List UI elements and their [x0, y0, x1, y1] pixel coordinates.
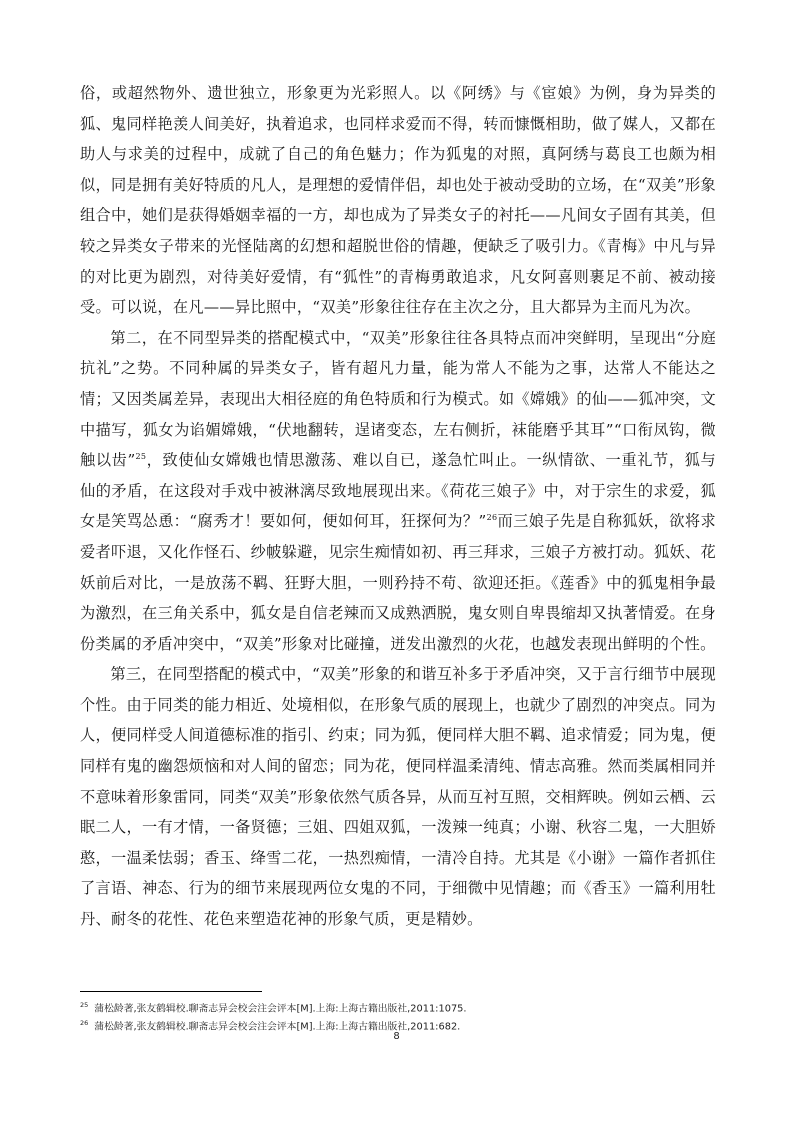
footnote-ref-26[interactable]: 26 — [486, 513, 498, 523]
body-text — [80, 78, 716, 935]
paragraph-2-part-1: 第二，在不同型异类的搭配模式中，“双美”形象往往各具特点而冲突鲜明，呈现出“分庭抗礼”之势。不同种属的异类女子，皆有超凡力量，能为常人不能为之事，达常人不能达之情；又因类属差异，表现出大相径庭的角色特质和行为模式。如《嫦娥》的仙——狐冲突，文中描写，狐女为谄媚嫦娥，“伏地翻转，逞诸变态，左右侧折，袜能磨乎其耳”“口衔凤钩，微触以齿” — [80, 328, 716, 470]
page-number: 8 — [393, 1031, 400, 1042]
footnote-text: 蒲松龄著,张友鹤辑校.聊斋志异会校会注会评本[M].上海:上海古籍出版社,2011:682. — [94, 1021, 461, 1033]
paragraph-1: 俗，或超然物外、遗世独立，形象更为光彩照人。以《阿绣》与《宦娘》为例，身为异类的狐、鬼同样艳羡人间美好，执着追求，也同样求爱而不得，转而慷慨相助，做了媒人，又都在助人与求美的过程中，成就了自己的角色魅力；作为狐鬼的对照，真阿绣与葛良工也颇为相似，同是拥有美好特质的凡人，是理想的爱情伴侣，却也处于被动受助的立场，在“双美”形象组合中，她们是获得婚姻幸福的一方，却也成为了异类女子的衬托——凡间女子固有其美，但较之异类女子带来的光怪陆离的幻想和超脱世俗的情趣，便缺乏了吸引力。《青梅》中凡与异的对比更为剧烈，对待美好爱情，有“狐性”的青梅勇敢追求，凡女阿喜则裹足不前、被动接受。可以说，在凡——异比照中，“双美”形象往往存在主次之分，且大都异为主而凡为次。 — [80, 84, 716, 317]
footnote-divider — [80, 991, 262, 992]
paragraph-2-part-2: ，致使仙女嫦娥也情思激荡、难以自已，遂急忙叫止。一纵情欲、一重礼节，狐与仙的矛盾，在这段对手戏中被淋漓尽致地展现出来。《荷花三娘子》中，对于宗生的求爱，狐女是笑骂怂恿：“腐秀才！要如何，便如何耳，狂探何为？” — [80, 451, 716, 531]
paragraph-2-part-3: 而三娘子先是自称狐妖，欲将求爱者吓退，又化作怪石、纱帔躲避，见宗生痴情如初、再三拜求，三娘子方被打动。狐妖、花妖前后对比，一是放荡不羁、狂野大胆，一则矜持不苟、欲迎还拒。《莲香》中的狐鬼相争最为激烈，在三角关系中，狐女是自信老辣而又成熟洒脱，鬼女则自卑畏缩却又执著情爱。在身份类属的矛盾冲突中，“双美”形象对比碰撞，迸发出激烈的火花，也越发表现出鲜明的个性。 — [80, 512, 716, 653]
paragraph-3: 第三，在同型搭配的模式中，“双美”形象的和谐互补多于矛盾冲突，又于言行细节中展现个性。由于同类的能力相近、处境相似，在形象气质的展现上，也就少了剧烈的冲突点。同为人，便同样受人间道德标准的指引、约束；同为狐，便同样大胆不羁、追求情爱；同为鬼，便同样有鬼的幽怨烦恼和对人间的留恋；同为花，便同样温柔清纯、情志高雅。然而类属相同并不意味着形象雷同，同类“双美”形象依然气质各异，从而互衬互照，交相辉映。例如云栖、云眠二人，一有才情，一备贤德；三姐、四姐双狐，一泼辣一纯真；小谢、秋容二鬼，一大胆娇憨，一温柔怯弱；香玉、绛雪二花，一热烈痴情，一清冷自持。尤其是《小谢》一篇作者抓住了言语、神态、行为的细节来展现两位女鬼的不同，于细微中见情趣；而《香玉》一篇利用牡丹、耐冬的花性、花色来塑造花神的形象气质，更是精妙。 — [80, 665, 716, 929]
footnote-number: 25 — [80, 1001, 89, 1009]
paragraph-2 — [80, 323, 716, 660]
footnote-text: 蒲松龄著,张友鹤辑校.聊斋志异会校会注会评本[M].上海:上海古籍出版社,2011:1075. — [94, 1003, 467, 1015]
footnote-25 — [80, 998, 716, 1016]
footnotes — [80, 998, 716, 1035]
footnote-number: 26 — [80, 1019, 89, 1028]
footnote-ref-25[interactable]: 25 — [135, 452, 147, 462]
